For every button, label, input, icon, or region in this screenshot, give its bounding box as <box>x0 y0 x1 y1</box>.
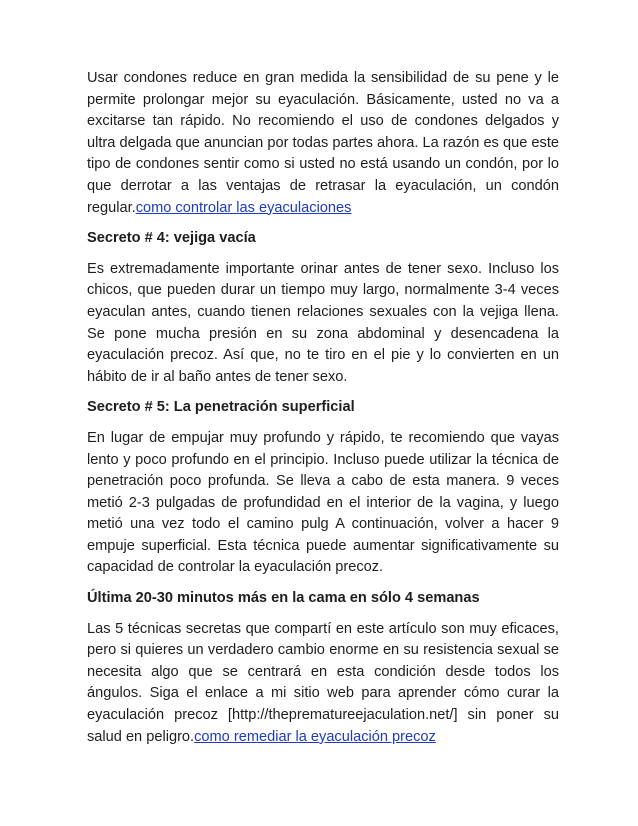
section-body-secreto-5: En lugar de empujar muy profundo y rápido, te recomiendo que vayas lento y poco profundo en el principio. Incluso puede utilizar la técnica de penetración poco profunda. Se lleva a cabo de esta manera. 9 veces metió 2-3 pulgadas de profundidad en el interior de la vagina, y luego metió una vez todo el camino pulg A continuación, volver a hacer 9 empuje superficial. Esta técnica puede aumentar significativamente su capacidad de controlar la eyaculación precoz. <box>87 429 559 576</box>
link-remediar-eyaculacion[interactable]: como remediar la eyaculación precoz <box>194 728 436 745</box>
intro-text: Usar condones reduce en gran medida la sensibilidad de su pene y le permite prolongar mejor su eyaculación. Básicamente, usted no va a excitarse tan rápido. No recomiendo el uso de condones delgados y ultra delgada que anuncian por todas partes ahora. La razón es que este tipo de condones sentir como si usted no está usando un condón, por lo que derrotar a las ventajas de retrasar la eyaculación, un condón regular. <box>87 70 559 216</box>
ultima-text: Las 5 técnicas secretas que compartí en este artículo son muy eficaces, pero si quieres un verdadero cambio enorme en su resistencia sexual se necesita algo que se centrará en esta condición desde todos los ángulos. Siga el enlace a mi sitio web para aprender cómo curar la eyaculación precoz [http://theprematureejaculation.net/] sin poner su salud en peligro. <box>87 620 559 745</box>
section-body-secreto-4: Es extremadamente importante orinar antes de tener sexo. Incluso los chicos, que pueden durar un tiempo muy largo, normalmente 3-4 veces eyaculan antes, cuando tienen relaciones sexuales con la vejiga llena. Se pone mucha presión en su zona abdominal y desencadena la eyaculación precoz. Así que, no te tiro en el pie y lo convierten en un hábito de ir al baño antes de tener sexo. <box>87 260 559 385</box>
link-controlar-eyaculaciones[interactable]: como controlar las eyaculaciones <box>135 199 352 216</box>
section-heading-secreto-4: Secreto # 4: vejiga vacía <box>87 230 256 247</box>
document-page <box>87 68 559 757</box>
intro-paragraph <box>87 68 559 219</box>
section-heading-secreto-5: Secreto # 5: La penetración superficial <box>87 399 355 416</box>
section-heading-ultima: Última 20-30 minutos más en la cama en sólo 4 semanas <box>87 590 480 607</box>
section-body-ultima <box>87 619 559 749</box>
